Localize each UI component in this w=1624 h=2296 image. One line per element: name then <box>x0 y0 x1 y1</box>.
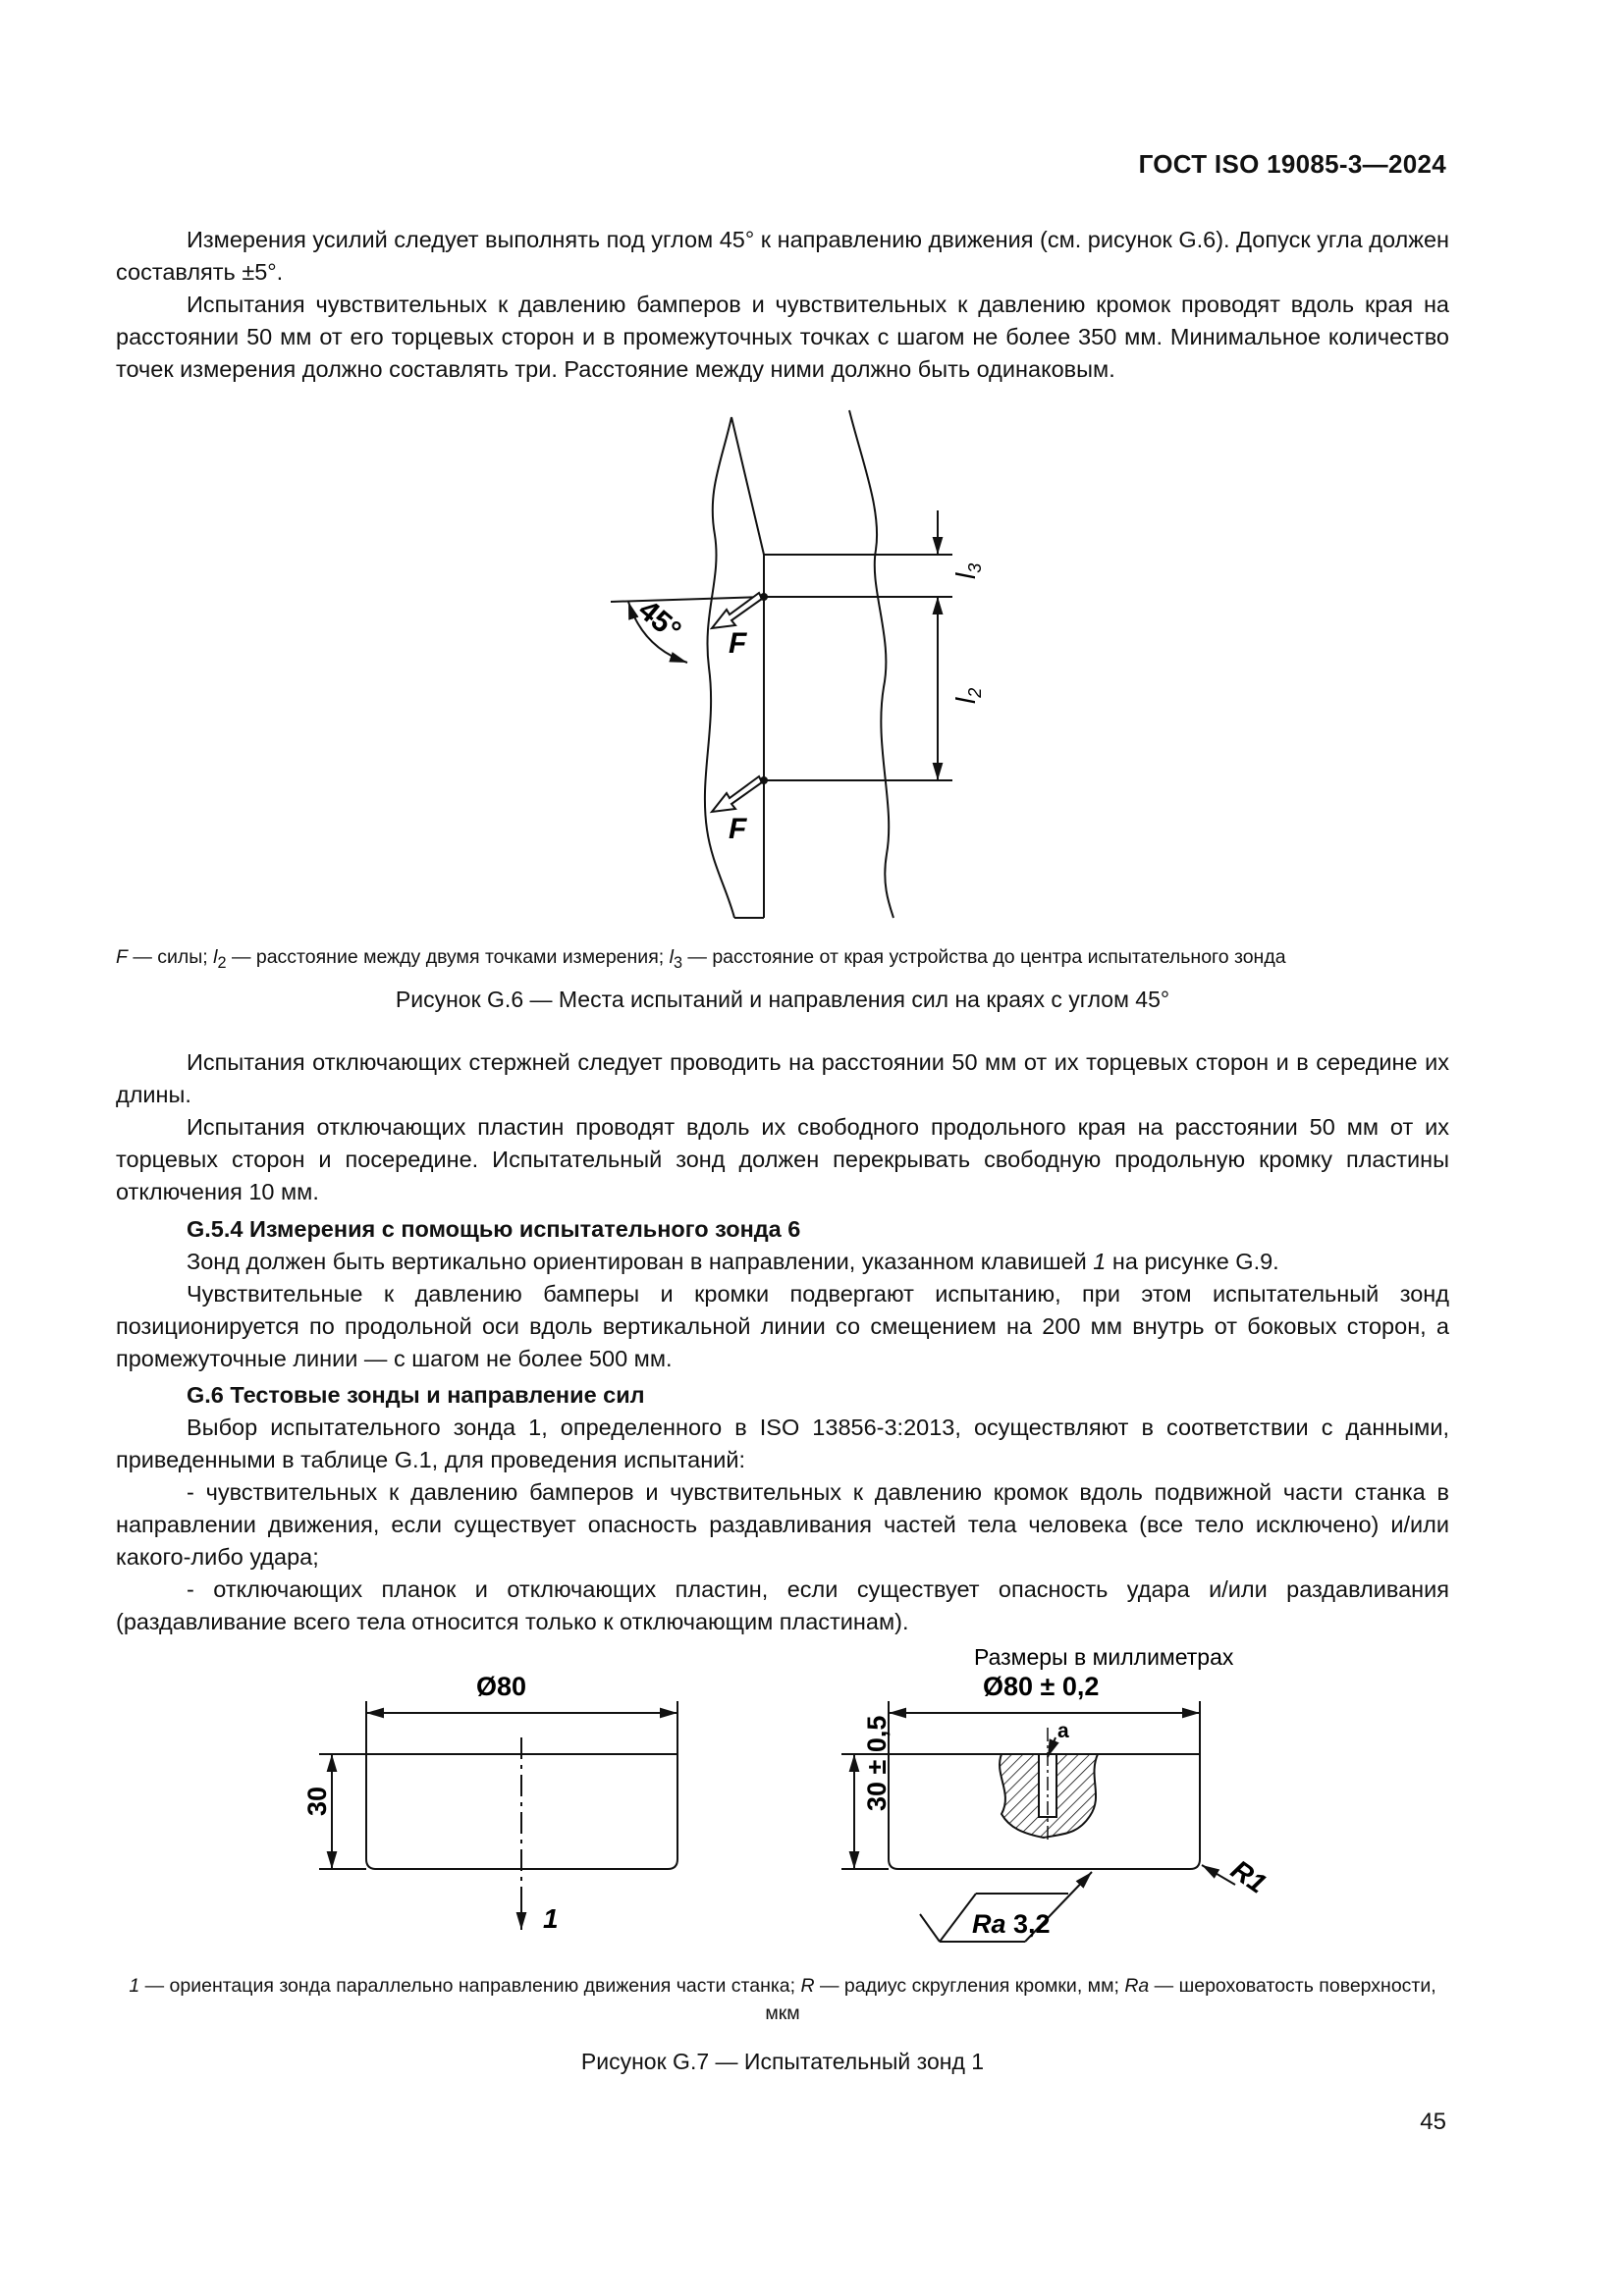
standard-code: ГОСТ ISO 19085-3—2024 <box>1138 149 1446 179</box>
paragraph: Выбор испытательного зонда 1, определенного в ISO 13856-3:2013, осуществляют в соответствии с данными, приведенными в таблице G.1, для проведения испытаний: <box>116 1415 1449 1472</box>
probe-1-height: 30 <box>302 1786 332 1816</box>
probe-1-key: 1 <box>543 1903 559 1934</box>
probe-2-height: 30 ± 0,5 <box>862 1715 892 1811</box>
probe-1-diameter: Ø80 <box>476 1672 527 1701</box>
paragraph: Испытания отключающих стержней следует проводить на расстоянии 50 мм от их торцевых сторон и в середине их длины. <box>116 1049 1449 1107</box>
section-heading: G.5.4 Измерения с помощью испытательного зонда 6 <box>187 1216 801 1242</box>
paragraph: Испытания чувствительных к давлению бамперов и чувствительных к давлению кромок проводят вдоль края на расстоянии 50 мм от его торцевых сторон и в промежуточных точках с шагом не более 350 мм. Минимальное количество точек измерения должно составлять три. Расстояние между ними должно быть одинаковым. <box>116 292 1449 382</box>
page-number: 45 <box>1420 2109 1446 2135</box>
radius-label: R1 <box>1225 1853 1272 1899</box>
figure-g6-diagram <box>589 398 1001 928</box>
svg-text:l2: $l_2$ <box>950 687 985 704</box>
intro-text <box>116 224 1449 386</box>
figure-g7-legend: 1 — ориентация зонда параллельно направлению движения части станка; R — радиус скругления кромки, мм; Ra — шероховатость поверхности, мкм <box>129 1975 1436 2024</box>
figure-g7-caption: Рисунок G.7 — Испытательный зонд 1 <box>580 2049 985 2074</box>
section-heading: G.6 Тестовые зонды и направление сил <box>187 1382 645 1408</box>
figure-g6-caption: Рисунок G.6 — Места испытаний и направления сил на краях с углом 45° <box>395 987 1170 1012</box>
measure-point-1 <box>760 593 768 601</box>
paragraph: Измерения усилий следует выполнять под углом 45° к направлению движения (см. рисунок G.6). Допуск угла должен составлять ±5°. <box>116 227 1449 285</box>
paragraph: - чувствительных к давлению бамперов и чувствительных к давлению кромок вдоль подвижной части станка в направлении движения, если существует опасность раздавливания частей тела человека (все тело исключено) и/или какого-либо удара; <box>116 1479 1449 1570</box>
probe-2-diameter: Ø80 ± 0,2 <box>983 1672 1100 1701</box>
figure-g6-legend: F — силы; $l_2$ — расстояние между двумя точками измерения; $l_3$ — расстояние от края устройства до центра испытательного зонда <box>116 946 1286 972</box>
l3-dimension-label <box>950 563 985 579</box>
measure-point-2 <box>760 776 768 784</box>
section-g6 <box>116 1379 1449 1638</box>
edge-slant <box>731 417 764 555</box>
force-label-1: F <box>729 627 747 660</box>
body-text-2 <box>116 1046 1449 1208</box>
detail-a-label: a <box>1057 1720 1069 1742</box>
roughness-label: Ra 3,2 <box>972 1909 1051 1939</box>
angle-reference-line <box>611 597 764 602</box>
svg-text:l3: $l_3$ <box>950 562 985 579</box>
angle-label: 45° <box>631 593 687 648</box>
paragraph: - отключающих планок и отключающих пластин, если существует опасность удара и/или раздавливания (раздавливание всего тела относится только к отключающим пластинам). <box>116 1576 1449 1634</box>
paragraph: Зонд должен быть вертикально ориентирован в направлении, указанном клавишей 1 на рисунке G.9. <box>187 1249 1279 1274</box>
force-arrow-2 <box>712 776 762 812</box>
force-label-2: F <box>729 813 747 845</box>
break-line-right <box>849 410 893 918</box>
paragraph: Чувствительные к давлению бамперы и кромки подвергают испытанию, при этом испытательный зонд позиционируется по продольной оси вдоль вертикальной линии со смещением на 200 мм внутрь от боковых сторон, а промежуточные линии — с шагом не более 500 мм. <box>116 1281 1449 1371</box>
l2-dimension-label <box>950 688 985 704</box>
figure-g7-diagram <box>295 1629 1296 1963</box>
paragraph: Испытания отключающих пластин проводят вдоль их свободного продольного края на расстоянии 50 мм от их торцевых сторон и посередине. Испытательный зонд должен перекрывать свободную продольную кромку пластины отключения 10 мм. <box>116 1114 1449 1204</box>
units-note: Размеры в миллиметрах <box>974 1644 1234 1670</box>
section-g54 <box>116 1213 1449 1375</box>
